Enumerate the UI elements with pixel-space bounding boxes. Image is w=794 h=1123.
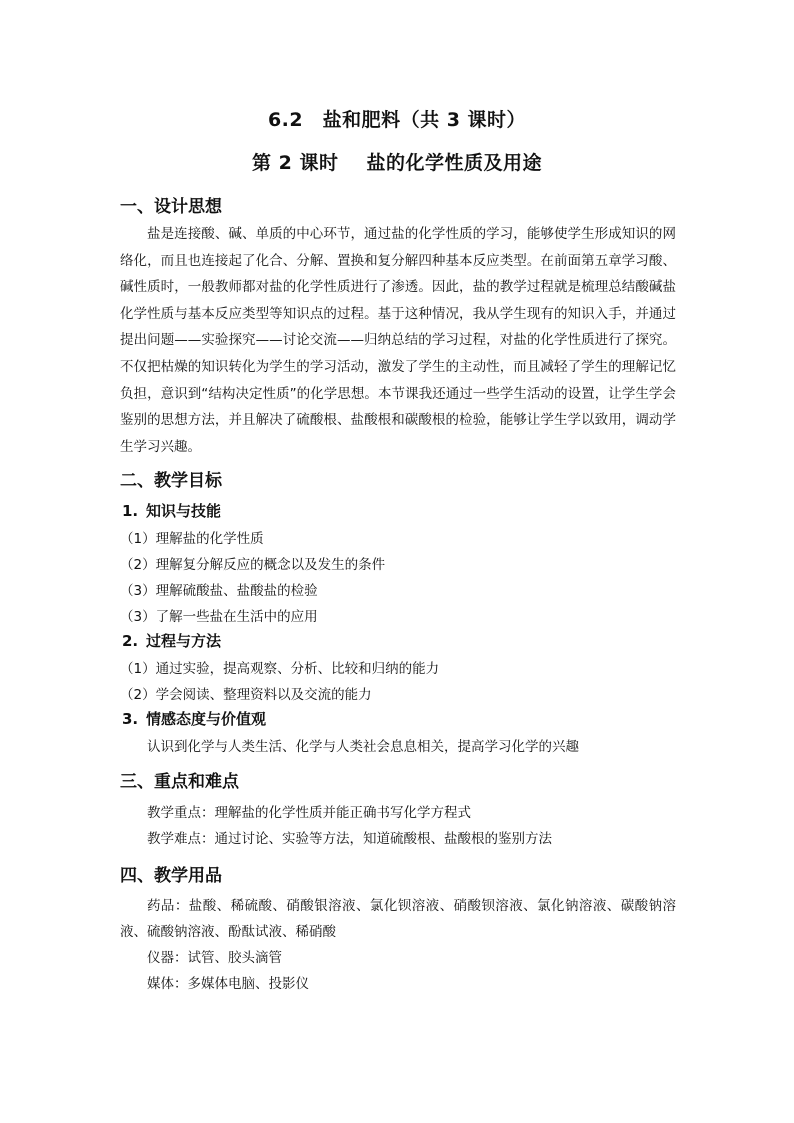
emotion-text: 认识到化学与人类生活、化学与人类社会息息相关，提高学习化学的兴趣: [147, 739, 579, 755]
subheading-number: 2.: [122, 632, 139, 650]
heading-keypoints: 三、重点和难点: [120, 772, 239, 792]
heading-design: 一、设计思想: [120, 197, 222, 217]
heading-goals: 二、教学目标: [120, 471, 222, 491]
process-item: （1）通过实验，提高观察、分析、比较和归纳的能力: [120, 661, 440, 677]
materials-instruments: 仪器：试管、胶头滴管: [147, 950, 282, 966]
knowledge-item: （3）了解一些盐在生活中的应用: [120, 609, 318, 625]
process-item: （2）学会阅读、整理资料以及交流的能力: [120, 687, 372, 703]
lesson-subtitle: [0, 148, 794, 175]
materials-media: 媒体：多媒体电脑、投影仪: [147, 976, 309, 992]
design-paragraph: 盐是连接酸、碱、单质的中心环节，通过盐的化学性质的学习，能够使学生形成知识的网络化，而且也连接起了化合、分解、置换和复分解四种基本反应类型。在前面第五章学习酸、碱性质时，一般教师都对盐的化学性质进行了渗透。因此，盐的教学过程就是梳理总结酸碱盐化学性质与基本反应类型等知识点的过程。基于这种情况，我从学生现有的知识入手，并通过提出问题——实验探究——讨论交流——归纳总结的学习过程，对盐的化学性质进行了探究。不仅把枯燥的知识转化为学生的学习活动，激发了学生的主动性，而且减轻了学生的理解记忆负担，意识到“结构决定性质”的化学思想。本节课我还通过一些学生活动的设置，让学生学会鉴别的思想方法，并且解决了硫酸根、盐酸根和碳酸根的检验，能够让学生学以致用，调动学生学习兴趣。: [120, 226, 676, 455]
subheading-text: 过程与方法: [146, 632, 222, 650]
lesson-topic: 盐的化学性质及用途: [366, 152, 542, 174]
lesson-number: 第 2 课时: [252, 152, 339, 174]
knowledge-item: （1）理解盐的化学性质: [120, 531, 264, 547]
subheading-text: 知识与技能: [146, 502, 222, 520]
subheading-number: 1.: [122, 502, 139, 520]
knowledge-item: （3）理解硫酸盐、盐酸盐的检验: [120, 583, 318, 599]
subheading-emotion: [122, 708, 266, 729]
heading-materials: 四、教学用品: [120, 866, 222, 886]
subheading-knowledge: [122, 500, 221, 521]
teaching-focus: 教学重点：理解盐的化学性质并能正确书写化学方程式: [147, 805, 471, 821]
subheading-number: 3.: [122, 710, 139, 728]
document-title: 6.2 盐和肥料（共 3 课时）: [267, 109, 527, 131]
materials-drugs: 药品：盐酸、稀硫酸、硝酸银溶液、氯化钡溶液、硝酸钡溶液、氯化钠溶液、碳酸钠溶液、硫酸钠溶液、酚酞试液、稀硝酸: [120, 898, 676, 940]
subheading-process: [122, 630, 221, 651]
subheading-text: 情感态度与价值观: [146, 710, 267, 728]
knowledge-item: （2）理解复分解反应的概念以及发生的条件: [120, 557, 386, 573]
teaching-difficulty: 教学难点：通过讨论、实验等方法，知道硫酸根、盐酸根的鉴别方法: [147, 831, 552, 847]
